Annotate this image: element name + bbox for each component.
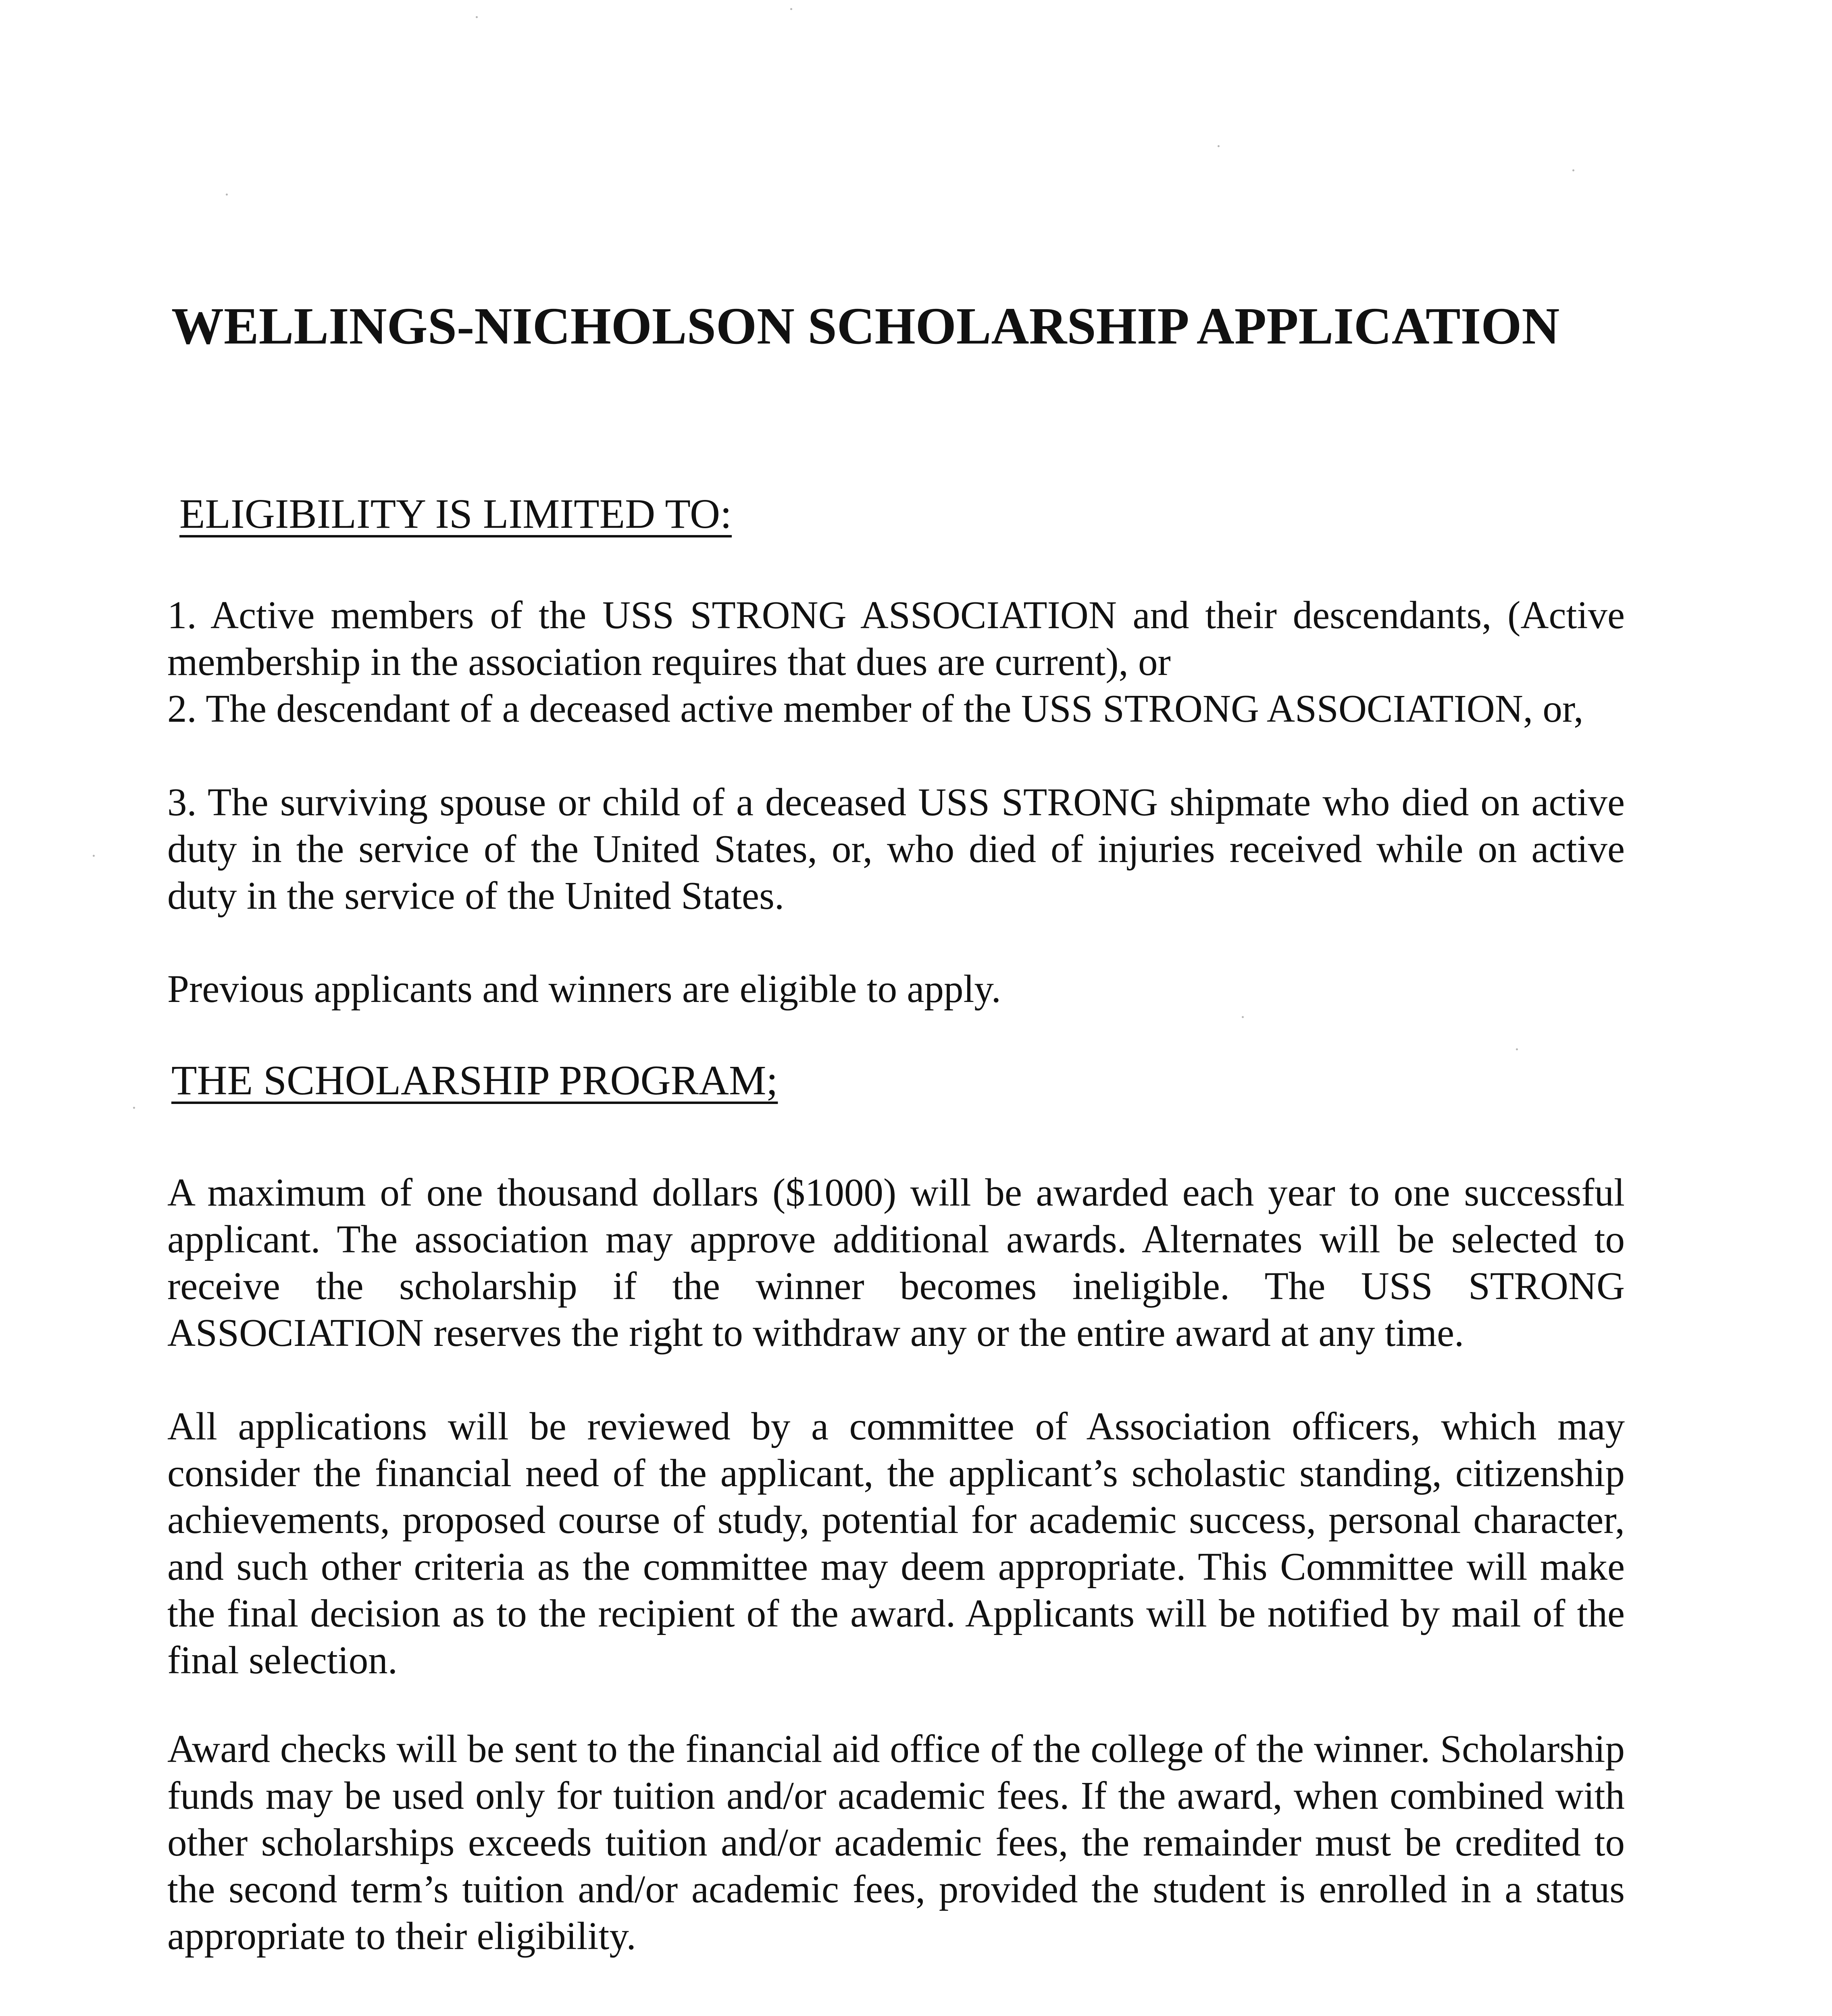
eligibility-item-1: 1. Active members of the USS STRONG ASSOCIATION and their descendants, (Active membership in the association requires that dues are current), or — [167, 594, 1625, 683]
program-paragraph-3: Award checks will be sent to the financial aid office of the college of the winner. Scholarship funds may be used only for tuition and/or academic fees. If the award, when combined with other scholarships exceeds tuition and/or academic fees, the remainder must be credited to the second term’s tuition and/or academic fees, provided the student is enrolled in a status appropriate to their eligibility. — [167, 1727, 1625, 1958]
program-paragraph-2: All applications will be reviewed by a committee of Association officers, which may consider the financial need of the applicant, the applicant’s scholastic standing, citizenship achievements, proposed course of study, potential for academic success, personal character, and such other criteria as the committee may deem appropriate. This Committee will make the final decision as to the recipient of the award. Applicants will be notified by mail of the final selection. — [167, 1405, 1625, 1682]
scan-speck — [1218, 145, 1220, 147]
eligibility-note: Previous applicants and winners are eligible to apply. — [167, 967, 1001, 1010]
scan-speck — [226, 194, 228, 196]
program-paragraph-1: A maximum of one thousand dollars ($1000) will be awarded each year to one successful applicant. The association may approve additional awards. Alternates will be selected to receive the scholarship if the winner becomes ineligible. The USS STRONG ASSOCIATION reserves the right to withdraw any or the entire award at any time. — [167, 1171, 1625, 1354]
scan-speck — [476, 16, 478, 18]
scan-speck — [1242, 1016, 1244, 1018]
eligibility-item-3: 3. The surviving spouse or child of a deceased USS STRONG shipmate who died on active duty in the service of the United States, or, who died of injuries received while on active duty in the service of the United States. — [167, 781, 1625, 917]
scan-speck — [133, 1107, 135, 1109]
eligibility-heading: ELIGIBILITY IS LIMITED TO: — [179, 491, 732, 537]
scan-speck — [1572, 169, 1574, 171]
scan-speck — [790, 8, 792, 10]
scan-speck — [1516, 1048, 1518, 1050]
program-heading: THE SCHOLARSHIP PROGRAM; — [171, 1057, 778, 1104]
eligibility-item-2: 2. The descendant of a deceased active member of the USS STRONG ASSOCIATION, or, — [167, 687, 1584, 730]
document-title: WELLINGS-NICHOLSON SCHOLARSHIP APPLICATION — [171, 297, 1560, 355]
scan-speck — [93, 855, 95, 857]
